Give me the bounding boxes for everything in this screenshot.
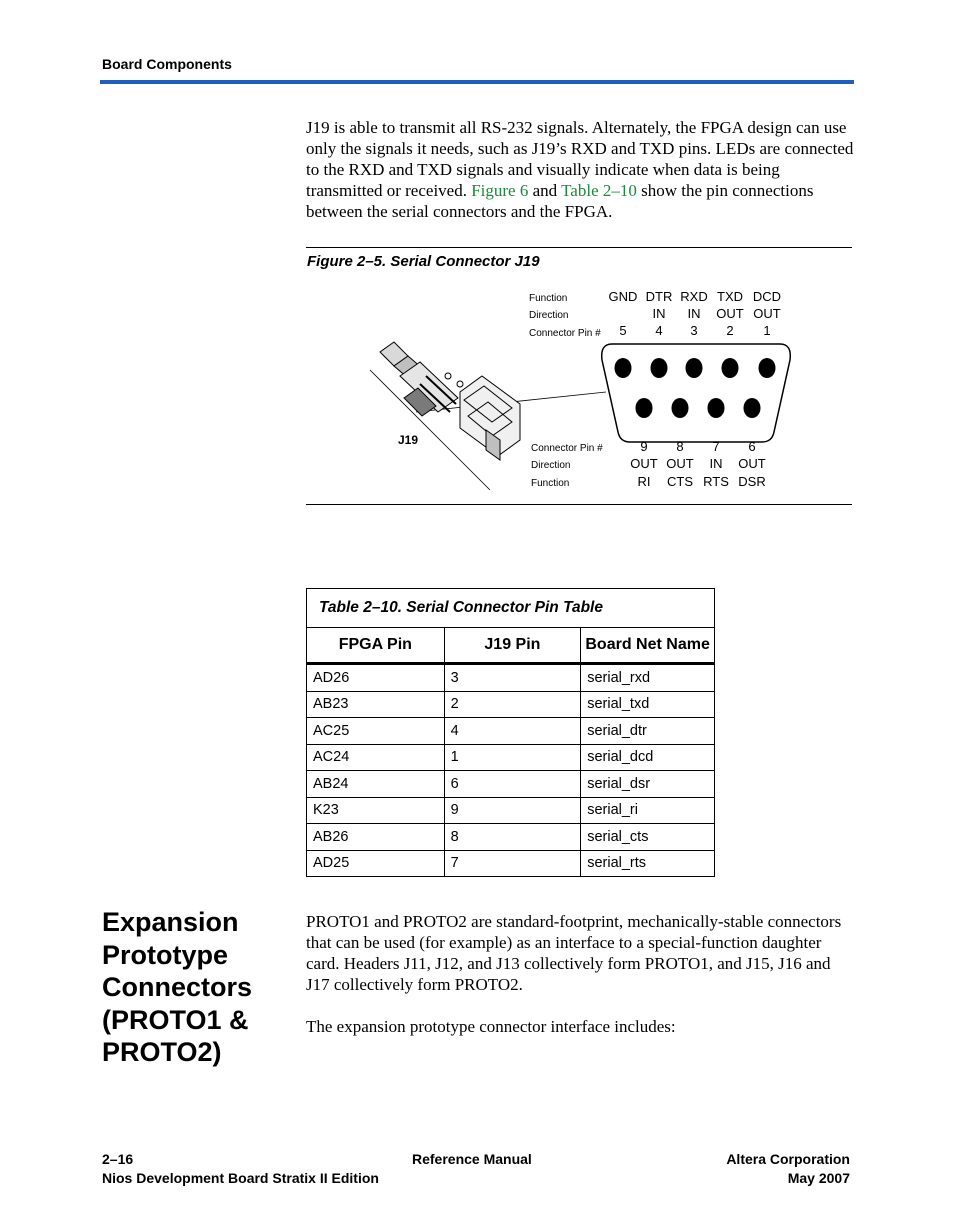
bottom-pin-function-text: CTS [667,474,693,489]
figure-top-rule [306,247,852,248]
serial-connector-figure [360,280,840,500]
connector-pin-dot [686,358,703,378]
publication-date: May 2007 [787,1170,850,1186]
table-row [307,664,715,692]
top-pin-function-text: DTR [645,289,673,304]
connector-pin-dot [708,398,725,418]
table-row [307,771,715,798]
connector-pin-dot [672,398,689,418]
intro-text-3: show the pin connections between the serial connectors and the FPGA. [306,181,814,221]
top-pin-pin-text: 5 [619,323,627,338]
intro-text-2: and [528,181,562,200]
board-net-name-cell: serial_rts [581,850,715,877]
table-row [307,718,715,745]
bottom-pin-direction-text: IN [709,456,723,471]
figure-bottom-rule [306,504,852,505]
bottom-function-label: Function [531,478,570,489]
top-function-label: Function [529,293,568,304]
j19-pin-cell: 8 [444,824,581,851]
fpga-pin-cell: AC25 [307,718,445,745]
bottom-pin-function-text: RI [637,474,651,489]
connector-pin-dot [636,398,653,418]
bottom-pin-direction-text: OUT [630,456,658,471]
j19-pin-cell: 7 [444,850,581,877]
figure-caption: Figure 2–5. Serial Connector J19 [307,253,540,270]
table-row [307,744,715,771]
top-pin-function-text: GND [608,289,638,304]
section-heading-line: Expansion [102,907,239,937]
j19-pin-cell: 2 [444,691,581,718]
bottom-pin-pin-text: 6 [748,439,756,454]
proto-interface-paragraph: The expansion prototype connector interface includes: [306,1017,676,1036]
footer-left [102,1150,379,1188]
connector-pin-dot [651,358,668,378]
connector-pin-dot [744,398,761,418]
column-header-board-net-name: Board Net Name [581,628,715,664]
column-header-j19-pin: J19 Pin [444,628,581,664]
board-net-name-cell: serial_dsr [581,771,715,798]
top-pin-function-text: DCD [752,289,782,304]
top-pin-direction-text: IN [687,306,701,321]
board-net-name-cell: serial_cts [581,824,715,851]
table-row [307,797,715,824]
table-caption: Table 2–10. Serial Connector Pin Table [307,589,715,628]
connector-pin-dot [759,358,776,378]
board-net-name-cell: serial_ri [581,797,715,824]
footer-right [600,1150,850,1188]
column-header-fpga-pin: FPGA Pin [307,628,445,664]
bottom-pin-direction-text: OUT [738,456,766,471]
top-direction-label: Direction [529,310,569,321]
table-link[interactable]: Table 2–10 [561,181,637,200]
top-pin-pin-text: 2 [726,323,734,338]
top-pin-direction-text: IN [652,306,666,321]
fpga-pin-cell: AD25 [307,850,445,877]
bottom-pin-function-text: RTS [703,474,729,489]
fpga-pin-cell: AB23 [307,691,445,718]
board-net-name-cell: serial_dtr [581,718,715,745]
connector-pin-dot [722,358,739,378]
board-net-name-cell: serial_txd [581,691,715,718]
bottom-pin-function-text: DSR [738,474,766,489]
table-row [307,850,715,877]
section-heading-line: Prototype [102,939,229,970]
fpga-pin-cell: AD26 [307,664,445,692]
board-net-name-cell: serial_dcd [581,744,715,771]
table-row [307,691,715,718]
j19-pin-cell: 1 [444,744,581,771]
section-heading [102,906,292,1069]
bottom-pin-direction-text: OUT [666,456,694,471]
connector-j19-label: J19 [398,433,419,447]
intro-text-1: J19 is able to transmit all RS-232 signals. Alternately, the FPGA design can use only the signals it needs, such as J19’s RXD and TXD pins. LEDs are connected to the RXD and TXD signals and visually indicate when data is being transmitted or received. [306,118,854,200]
fpga-pin-cell: AB26 [307,824,445,851]
fpga-pin-cell: AC24 [307,744,445,771]
intro-paragraph [306,117,854,222]
top-pin-pin-text: 3 [690,323,698,338]
j19-pin-cell: 6 [444,771,581,798]
document-subtitle: Nios Development Board Stratix II Edition [102,1170,379,1186]
top-pin-label: Connector Pin # [529,328,601,339]
figure-link[interactable]: Figure 6 [471,181,529,200]
top-pin-direction-text: OUT [753,306,781,321]
header-rule [100,80,854,84]
section-heading-line: (PROTO1 & [102,1004,249,1035]
bottom-pin-pin-text: 8 [676,439,684,454]
bottom-pin-pin-text: 7 [712,439,720,454]
j19-pin-cell: 9 [444,797,581,824]
board-net-name-cell: serial_rxd [581,664,715,692]
bottom-pin-pin-text: 9 [640,439,648,454]
j19-pin-cell: 4 [444,718,581,745]
bottom-direction-label: Direction [531,460,571,471]
page-number: 2–16 [102,1151,134,1167]
fpga-pin-cell: AB24 [307,771,445,798]
section-heading-line: PROTO2) [102,1037,222,1067]
section-heading-line: Connectors [102,972,253,1002]
proto-paragraph: PROTO1 and PROTO2 are standard-footprint, mechanically-stable connectors that can be used (for example) as an interface to a special-function daughter card. Headers J11, J12, and J13 collectively form PROTO1, and J15, J16 and J17 collectively form PROTO2. [306,912,842,994]
board-connector-illustration [370,342,520,490]
serial-connector-pin-table [306,588,715,877]
running-header-title: Board Components [102,56,232,72]
top-pin-pin-text: 1 [763,323,771,338]
top-pin-direction-text: OUT [716,306,744,321]
connector-pin-dot [615,358,632,378]
bottom-pin-label: Connector Pin # [531,443,603,454]
fpga-pin-cell: K23 [307,797,445,824]
company-name: Altera Corporation [726,1151,850,1167]
top-pin-function-text: TXD [717,289,743,304]
document-type: Reference Manual [412,1151,532,1167]
table-row [307,824,715,851]
top-pin-pin-text: 4 [655,323,663,338]
j19-pin-cell: 3 [444,664,581,692]
top-pin-function-text: RXD [680,289,708,304]
